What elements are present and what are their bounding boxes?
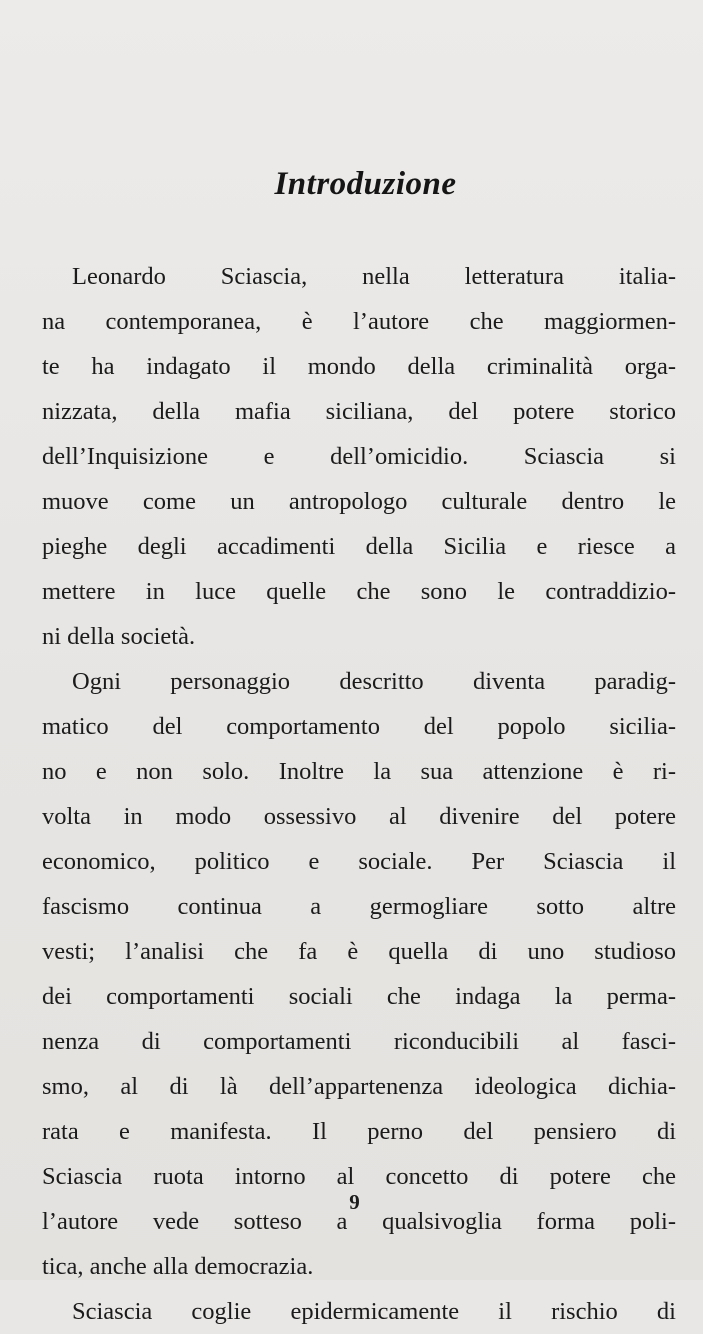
text-line: smo, al di là dell’appartenenza ideologica dichia-: [42, 1073, 676, 1100]
text-line: Sciascia coglie epidermicamente il rischio di: [72, 1298, 676, 1325]
text-line: ni della società.: [42, 623, 196, 650]
text-line: economico, politico e sociale. Per Sciascia il: [42, 848, 676, 875]
text-line: matico del comportamento del popolo sicilia-: [42, 713, 676, 740]
text-line: mettere in luce quelle che sono le contraddizio-: [42, 578, 676, 605]
text-line: l’autore vede sotteso a qualsivoglia forma poli-: [42, 1208, 676, 1235]
text-line: muove come un antropologo culturale dentro le: [42, 488, 676, 515]
text-line: no e non solo. Inoltre la sua attenzione è ri-: [42, 758, 676, 785]
text-line: fascismo continua a germogliare sotto altre: [42, 893, 676, 920]
text-line: na contemporanea, è l’autore che maggiormen-: [42, 308, 676, 335]
chapter-title: Introduzione: [274, 166, 457, 202]
text-line: tica, anche alla democrazia.: [42, 1253, 314, 1280]
text-line: Leonardo Sciascia, nella letteratura italia-: [72, 263, 676, 290]
text-line: Ogni personaggio descritto diventa paradig-: [72, 668, 676, 695]
text-line: te ha indagato il mondo della criminalità orga-: [42, 353, 676, 380]
page-number: 9: [349, 1190, 360, 1214]
text-line: Sciascia ruota intorno al concetto di potere che: [42, 1163, 676, 1190]
body-text: [42, 254, 676, 1334]
text-line: nizzata, della mafia siciliana, del potere storico: [42, 398, 676, 425]
text-line: nenza di comportamenti riconducibili al fasci-: [42, 1028, 676, 1055]
text-line: dell’Inquisizione e dell’omicidio. Sciascia si: [42, 443, 676, 470]
text-line: pieghe degli accadimenti della Sicilia e riesce a: [42, 533, 676, 560]
text-line: rata e manifesta. Il perno del pensiero di: [42, 1118, 676, 1145]
text-line: vesti; l’analisi che fa è quella di uno studioso: [42, 938, 676, 965]
text-line: dei comportamenti sociali che indaga la perma-: [42, 983, 676, 1010]
text-line: volta in modo ossessivo al divenire del potere: [42, 803, 676, 830]
